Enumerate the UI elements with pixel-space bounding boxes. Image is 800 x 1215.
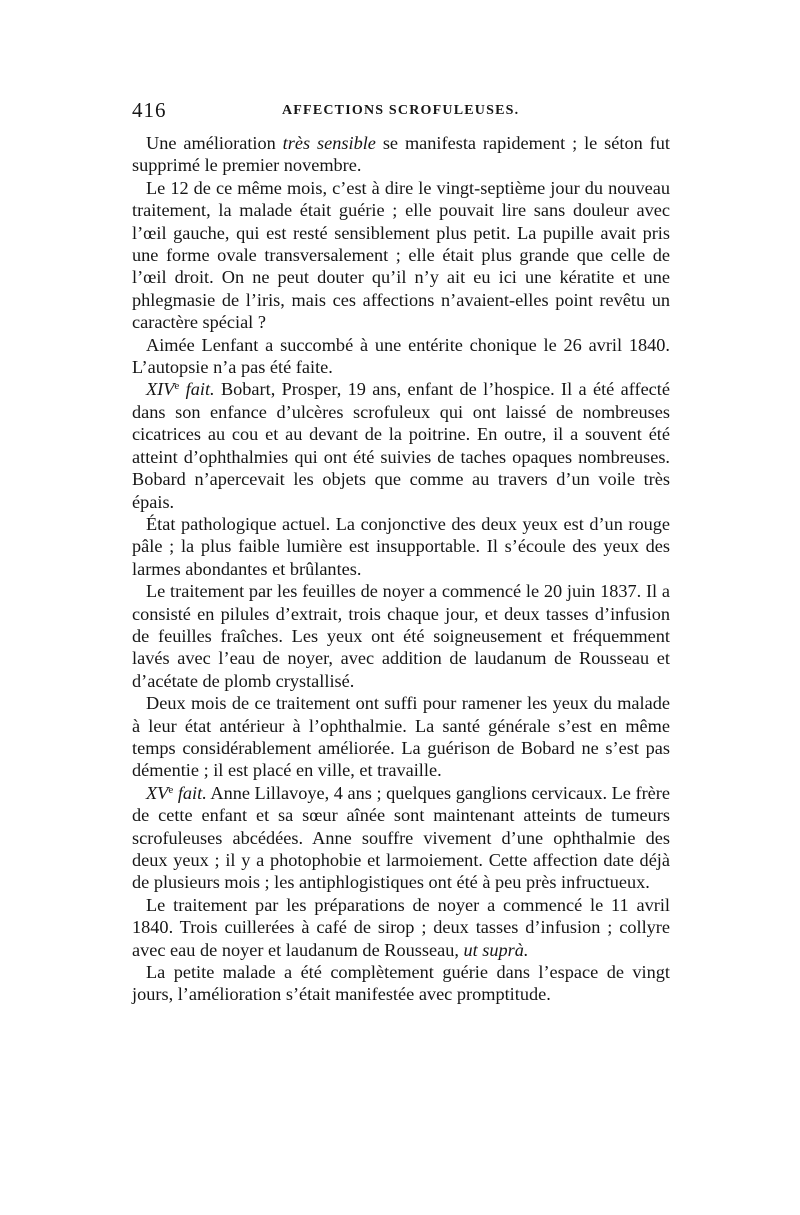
text-segment: Le 12 de ce même mois, c’est à dire le vingt-septième jour du nouveau traitement, la malade était guérie ; elle pouvait lire sans douleur avec l’œil gauche, qui est resté sensiblement plus petit. La pupille avait pris une forme ovale transversalement ; elle était plus grande que celle de l’œil droit. On ne peut douter qu’il n’y ait eu ici une kératite et une phlegmasie de l’iris, mais ces affections n’avaient-elles point revêtu un caractère spécial ?: [132, 177, 670, 333]
text-segment: La petite malade a été complètement guérie dans l’espace de vingt jours, l’amélioration s’était manifestée avec promptitude.: [132, 962, 670, 1005]
book-page: [132, 95, 670, 1006]
paragraph: [132, 692, 670, 782]
italic-text: fait.: [179, 379, 215, 400]
superscript-text: e: [174, 380, 180, 393]
text-segment: Le traitement par les feuilles de noyer a commencé le 20 juin 1837. Il a consisté en pilules d’extrait, trois chaque jour, et deux tasses d’infusion de feuilles fraîches. Les yeux ont été soigneusement et fréquemment lavés avec l’eau de noyer, avec addition de laudanum de Rousseau et d’acétate de plomb crystallisé.: [132, 581, 670, 691]
paragraph: [132, 961, 670, 1006]
paragraph: [132, 334, 670, 379]
text-segment: Deux mois de ce traitement ont suffi pour ramener les yeux du malade à leur état antérieur à l’ophthalmie. La santé générale s’est en même temps considérablement améliorée. La guérison de Bobard ne s’est pas démentie ; il est placé en ville, et travaille.: [132, 693, 670, 781]
text-segment: Aimée Lenfant a succombé à une entérite chonique le 26 avril 1840. L’autopsie n’a pas été faite.: [132, 334, 670, 378]
body-text: [132, 132, 670, 1006]
italic-text: XV: [146, 782, 169, 803]
italic-text: XIV: [146, 379, 175, 400]
running-title: AFFECTIONS SCROFULEUSES.: [282, 103, 520, 118]
italic-text: ut suprà.: [463, 939, 529, 960]
paragraph: [132, 132, 670, 177]
paragraph: [132, 894, 670, 961]
paragraph: [132, 177, 670, 334]
page-number: 416: [132, 98, 167, 122]
paragraph: [132, 782, 670, 894]
superscript-text: e: [168, 783, 174, 796]
running-head: [132, 95, 670, 125]
italic-text: fait.: [173, 782, 207, 803]
paragraph: [132, 513, 670, 580]
paragraph: [132, 378, 670, 512]
text-segment: Bobart, Prosper, 19 ans, enfant de l’hospice. Il a été affecté dans son enfance d’ulcères scrofuleux qui ont laissé de nombreuses cicatrices au cou et au devant de la poitrine. En outre, il a souvent été atteint d’ophthalmies qui ont été suivies de taches opaques nombreuses. Bobard n’apercevait les objets que comme au travers d’un voile très épais.: [132, 379, 670, 512]
text-segment: Une amélioration: [146, 133, 283, 153]
italic-text: très sensible: [282, 133, 376, 153]
text-segment: Anne Lillavoye, 4 ans ; quelques ganglions cervicaux. Le frère de cette enfant et sa sœur aînée sont maintenant atteints de tumeurs scrofuleuses abcédées. Anne souffre vivement d’une ophthalmie des deux yeux ; il y a photophobie et larmoiement. Cette affection date déjà de plusieurs mois ; les antiphlogistiques ont été à peu près infructueux.: [132, 782, 670, 893]
text-segment: État pathologique actuel. La conjonctive des deux yeux est d’un rouge pâle ; la plus faible lumière est insupportable. Il s’écoule des yeux des larmes abondantes et brûlantes.: [132, 513, 670, 579]
text-segment: Le traitement par les préparations de noyer a commencé le 11 avril 1840. Trois cuillerées à café de sirop ; deux tasses d’infusion ; collyre avec eau de noyer et laudanum de Rousseau,: [132, 894, 670, 960]
text-segment: se manifesta rapidement ; le séton fut supprimé le premier novembre.: [132, 133, 670, 176]
paragraph: [132, 580, 670, 692]
